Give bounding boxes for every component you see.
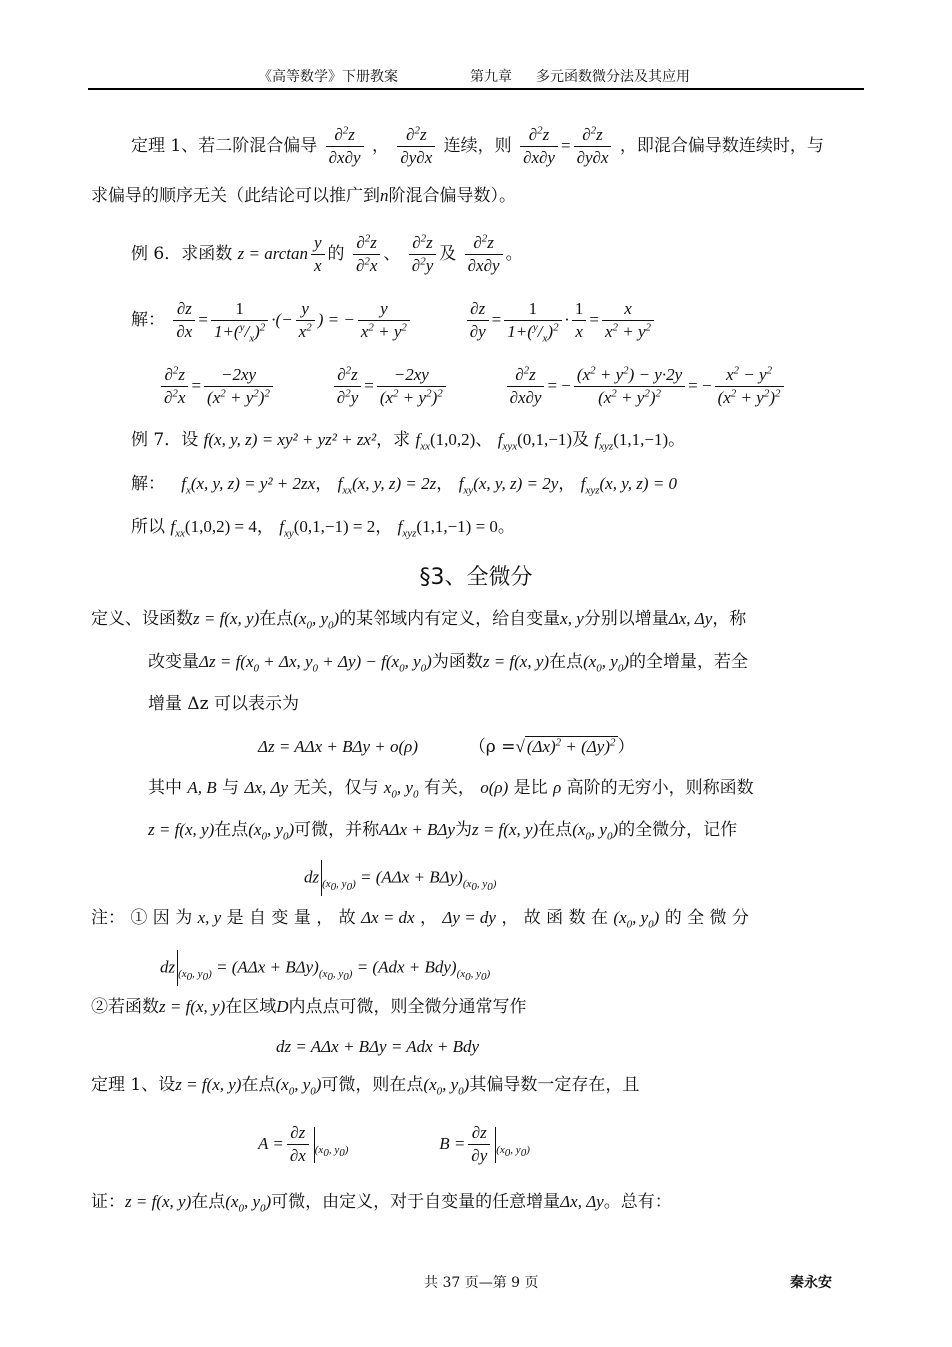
definition-line6: z = f(x, y)在点($x_0$, $y_0$)可微，并称AΔx + BΔy为z = f(x, y)在点($x_0$, $y_0$)的全微分，记作: [148, 820, 738, 843]
footer-author: 秦永安: [790, 1275, 832, 1291]
theorem1b-formula: A = $\frac{\partial z}{\partial x}$ $_{(x_0, y_0)}$ B = $\frac{\partial z}{\partial y}$ $_{(x_0, y_0)}$: [258, 1123, 530, 1165]
definition-line1: 定义、设函数z = f(x, y)在点($x_0$, $y_0$)的某邻域内有定义，给自变量x, y分别以增量Δx, Δy，称: [91, 609, 747, 632]
theorem1-line1: 定理 1、若二阶混合偏导 $\frac{\partial^2z}{\partial x\partial y}$ ， $\frac{\partial^2z}{\partial y\partial x}$ 连续，则 $\frac{\partial^2z}{\partial x\partial y}$ = $\frac{\partial^2z}{\partial y\partial x}$ ，即混合偏导数连续时，与: [131, 124, 824, 167]
proof-line: 证：z = f(x, y)在点($x_0$, $y_0$)可微，由定义，对于自变量的任意增量Δx, Δy。总有：: [91, 1192, 672, 1215]
header-chapter-title: 多元函数微分法及其应用: [536, 69, 690, 85]
header-rule: [88, 88, 864, 90]
definition-line3: 增量 Δz 可以表示为: [148, 694, 300, 714]
theorem1b: 定理 1、设z = f(x, y)在点($x_0$, $y_0$)可微，则在点($x_0$, $y_0$)其偏导数一定存在，且: [91, 1075, 640, 1098]
definition-line2: 改变量$\Delta z = f(x_0 + \Delta x$, $y_0 + \Delta y) - f(x_0$, $y_0$)为函数z = f(x, y)在点($x_0$, $y_0$)的全增量，若全: [148, 652, 748, 675]
footer-page: 共 37 页—第 9 页: [424, 1275, 539, 1291]
so7: 所以 $f_{xx}(1,0,2) = 4$， $f_{xy}(0,1,-1) = 2$， $f_{xyz}(1,1,-1) = 0$。: [131, 517, 515, 540]
example6: 例 6．求函数 z = arctan $\frac{y}{x}$ 的 $\frac{\partial^2z}{\partial^2x}$ 、 $\frac{\partial^2z}{\partial^2y}$ 及 $\frac{\partial^2z}{\partial x\partial y}$ 。: [131, 232, 523, 275]
note-formula: dz = AΔx + BΔy = Adx + Bdy: [276, 1037, 480, 1056]
definition-formula: Δz = AΔx + BΔy + o(ρ) （ρ =√ $(\Delta x)^2 + (\Delta y)^2$ ）: [258, 736, 635, 757]
solution6-line1: 解： $\frac{\partial z}{\partial x}$ = $\frac{1}{1+(^y/_x)^2}$ ·(− $\frac{y}{x^2}$ ) = − $\frac{y}{x^2 + y^2}$ $\frac{\partial z}{\partial y}$ = $\frac{1}{1+(^y/_x)^2}$ · $\frac{1}{x}$ = $\frac{x}{x^2 + y^2}$: [131, 298, 657, 343]
solution6-line2: $\frac{\partial^2z}{\partial^2x}$ = $\frac{-2xy}{(x^2 + y^2)^2}$ $\frac{\partial^2z}{\partial^2y}$ = $\frac{-2xy}{(x^2 + y^2)^2}$ $\frac{\partial^2z}{\partial x\partial y}$ = − $\frac{(x^2 + y^2) - y\cdot 2y}{(x^2 + y^2)^2}$ = − $\frac{x^2 - y^2}{(x^2 + y^2)^2}$: [158, 364, 787, 409]
theorem1-line2: 求偏导的顺序无关（此结论可以推广到n阶混合偏导数）。: [91, 186, 516, 206]
solution7: 解： $f_x(x$, y, z) = y² + 2zx， $f_{xx}(x$, y, z) = 2z， $f_{xy}(x$, y, z) = 2y， $f_{xyz}(x$, y, z) = 0: [131, 474, 678, 497]
definition-line5: 其中 A, B 与 Δx, Δy 无关，仅与 $x_0$, $y_0$ 有关， o(ρ) 是比 ρ 高阶的无穷小，则称函数: [148, 778, 754, 801]
header-left: 《高等数学》下册教案: [258, 69, 398, 85]
note-line2: dz $_{(x_0, y_0)} = (A\Delta x + B\Delta y)_{(x_0, y_0)} = (Adx + Bdy)_{(x_0, y_0)}$: [160, 950, 490, 986]
header-chapter: 第九章: [470, 69, 512, 85]
example7: 例 7．设 f(x, y, z) = xy² + yz² + zx²，求 $f_{xx}(1,0,2)$、 $f_{xyx}(0,1,-1)$及 $f_{xyz}(1,1,-1)$。: [131, 430, 686, 453]
section-title: §3、全微分: [419, 565, 533, 590]
note-line3: ②若函数z = f(x, y)在区域D内点点可微，则全微分通常写作: [91, 997, 527, 1017]
note-line1: 注： ① 因 为 x, y 是 自 变 量 ， 故 Δx = dx ， Δy = dy ， 故 函 数 在 ($x_0$, $y_0$) 的 全 微 分: [91, 908, 749, 931]
definition-dz: dz $_{(x_0, y_0)} = (A\Delta x + B\Delta y)_{(x_0, y_0)}$: [304, 860, 496, 896]
